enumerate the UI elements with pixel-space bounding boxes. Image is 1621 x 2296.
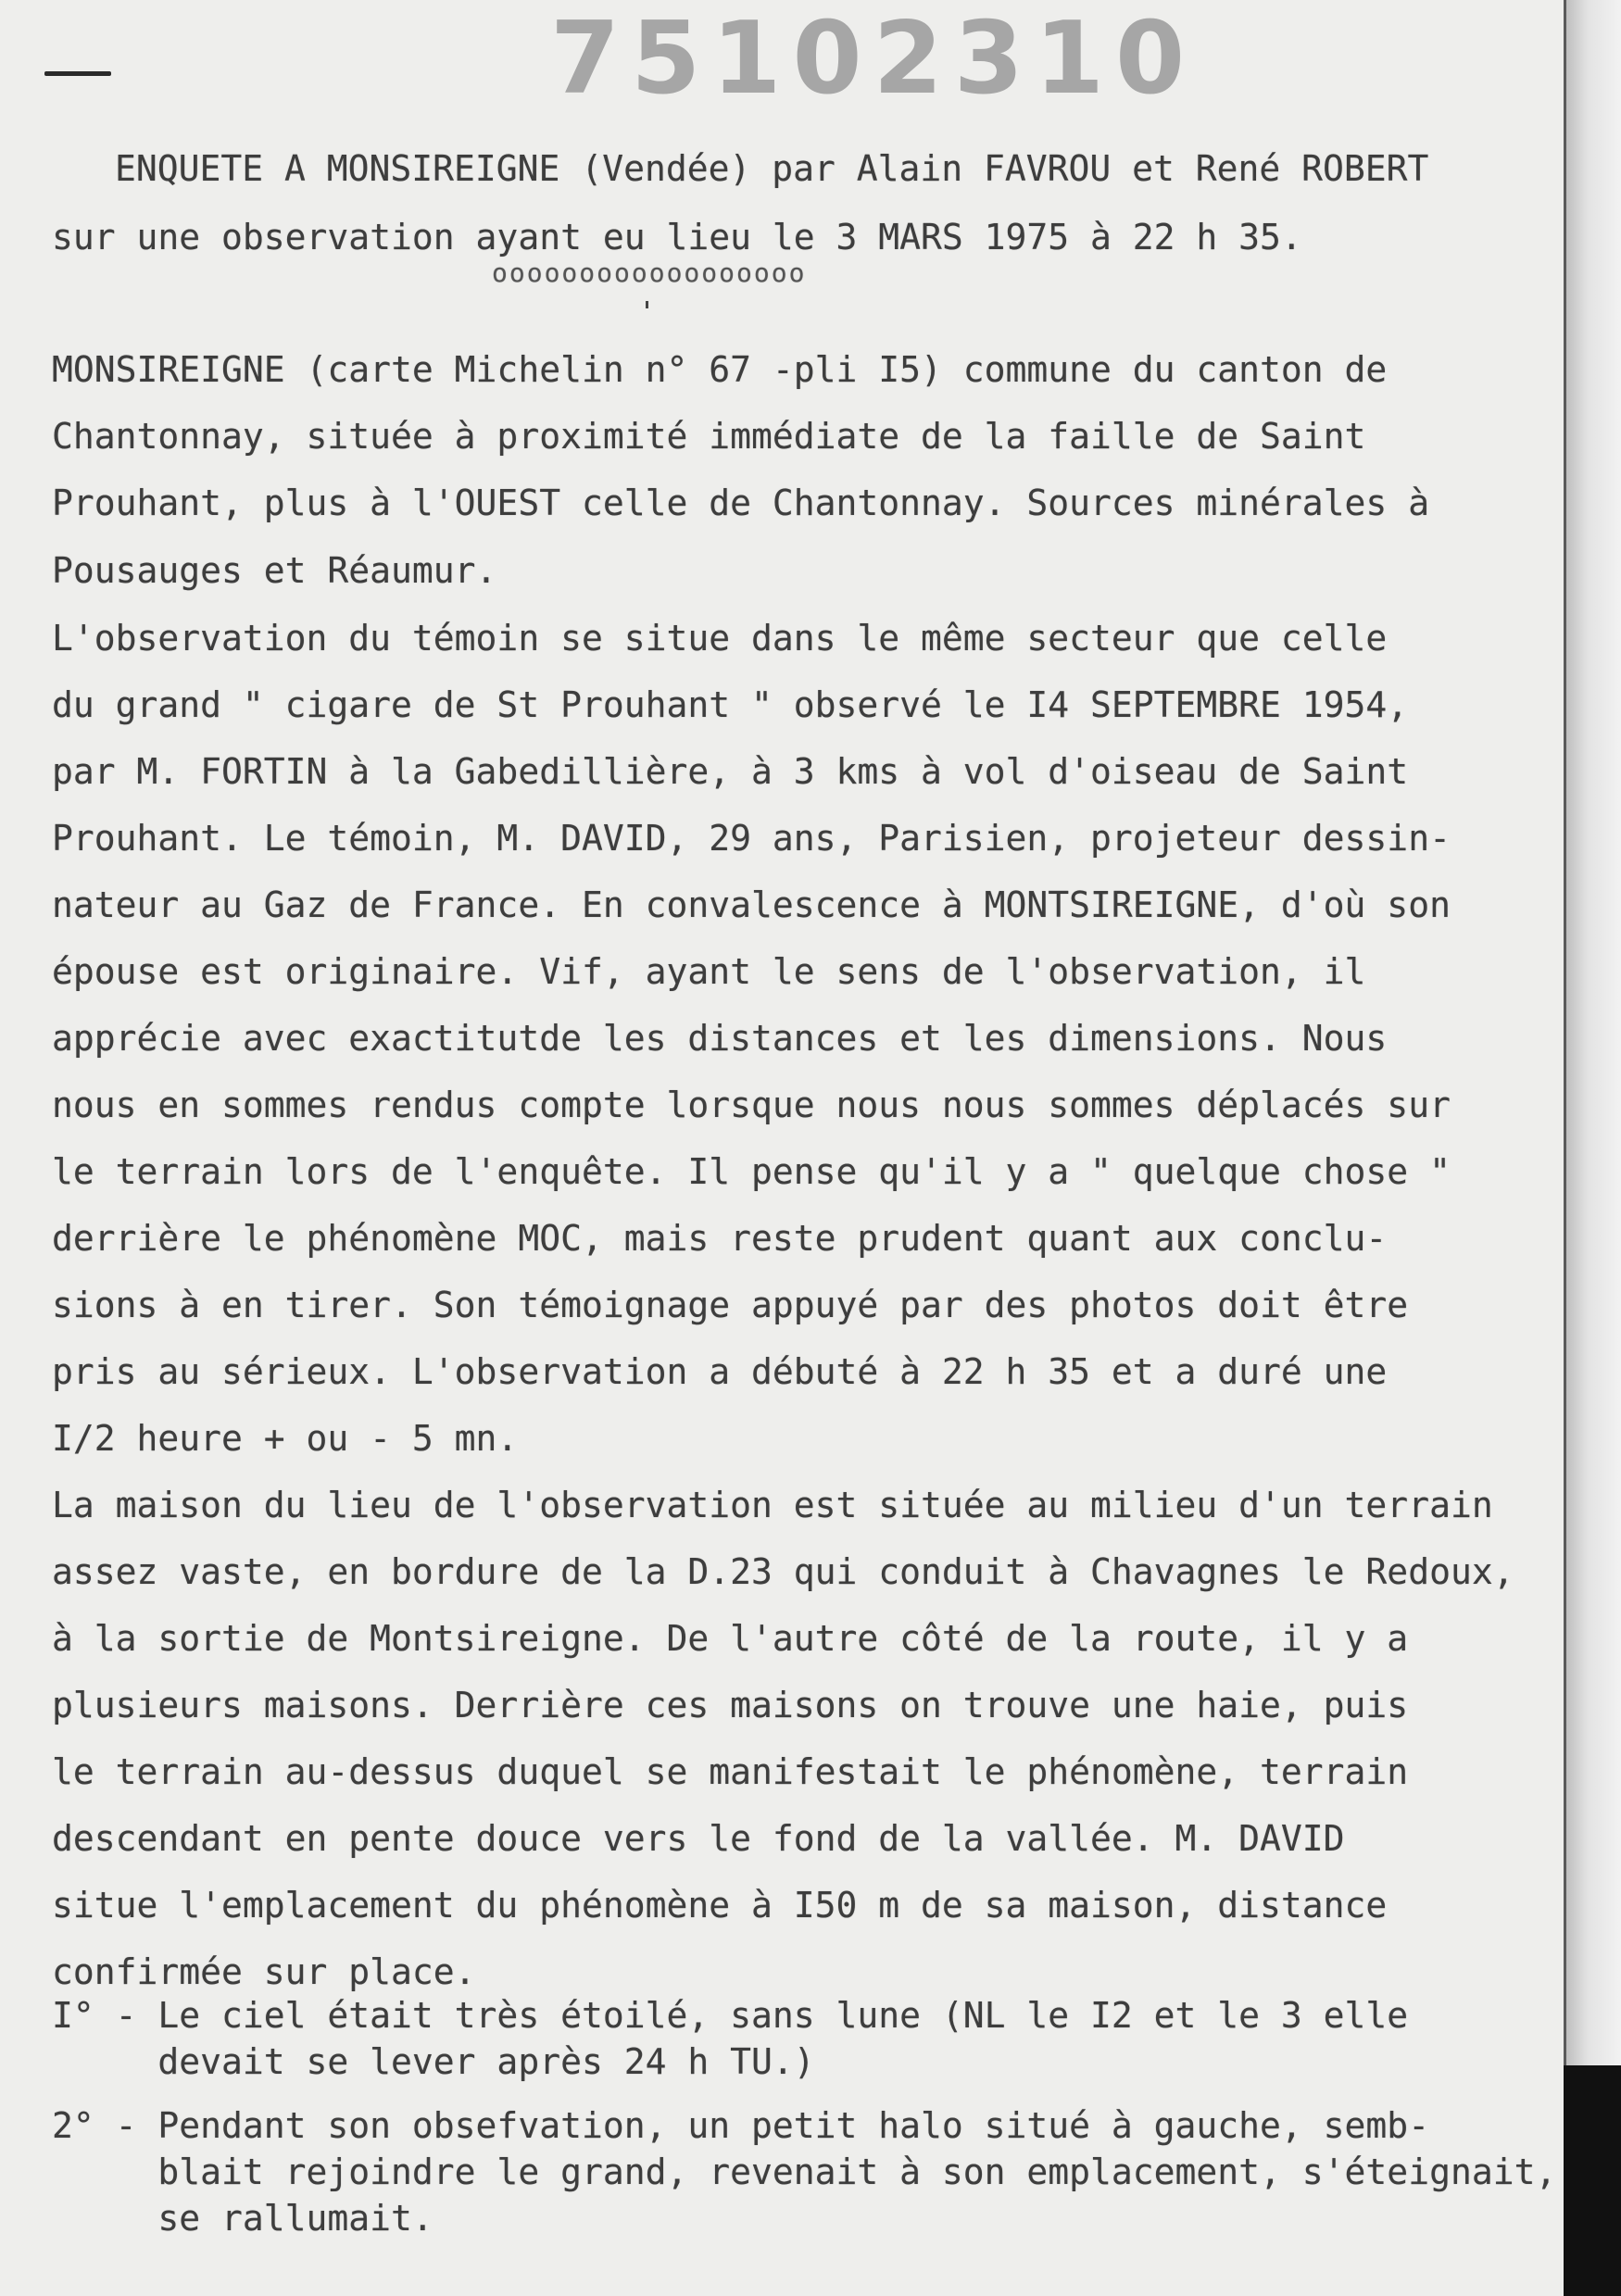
body-line: derrière le phénomène MOC, mais reste prudent quant aux conclu- xyxy=(52,1218,1388,1259)
page-edge-shadow xyxy=(1565,0,1621,2296)
body-line: le terrain au-dessus duquel se manifestait le phénomène, terrain xyxy=(52,1751,1409,1792)
note-line: 2° - Pendant son obsefvation, un petit halo situé à gauche, semb- xyxy=(52,2105,1430,2146)
body-line: Chantonnay, située à proximité immédiate de la faille de Saint xyxy=(52,416,1366,457)
note-line: devait se lever après 24 h TU.) xyxy=(52,2041,815,2082)
body-line: I/2 heure + ou - 5 mn. xyxy=(52,1418,519,1459)
body-line: situe l'emplacement du phénomène à I50 m de sa maison, distance xyxy=(52,1885,1388,1926)
pen-dash-mark xyxy=(44,71,111,76)
body-line: descendant en pente douce vers le fond de la vallée. M. DAVID xyxy=(52,1818,1345,1859)
body-line: pris au sérieux. L'observation a débuté à 22 h 35 et a duré une xyxy=(52,1351,1388,1392)
body-line: Pousauges et Réaumur. xyxy=(52,550,497,591)
body-line: du grand " cigare de St Prouhant " observé le I4 SEPTEMBRE 1954, xyxy=(52,684,1409,725)
note-line: blait rejoindre le grand, revenait à son emplacement, s'éteignait, xyxy=(52,2152,1557,2192)
body-line: nous en sommes rendus compte lorsque nous nous sommes déplacés sur xyxy=(52,1085,1451,1125)
body-line: épouse est originaire. Vif, ayant le sens de l'observation, il xyxy=(52,951,1366,992)
body-line: MONSIREIGNE (carte Michelin n° 67 -pli I5) commune du canton de xyxy=(52,349,1388,390)
stray-mark xyxy=(646,301,648,308)
body-line: nateur au Gaz de France. En convalescence à MONTSIREIGNE, d'où son xyxy=(52,885,1451,925)
body-line: confirmée sur place. xyxy=(52,1951,476,1992)
body-line: sions à en tirer. Son témoignage appuyé par des photos doit être xyxy=(52,1285,1409,1325)
title-line-1: ENQUETE A MONSIREIGNE (Vendée) par Alain FAVROU et René ROBERT xyxy=(115,148,1429,189)
note-line: I° - Le ciel était très étoilé, sans lune (NL le I2 et le 3 elle xyxy=(52,1995,1409,2036)
body-line: La maison du lieu de l'observation est située au milieu d'un terrain xyxy=(52,1485,1493,1525)
body-line: apprécie avec exactitutde les distances et les dimensions. Nous xyxy=(52,1018,1388,1059)
body-line: L'observation du témoin se situe dans le même secteur que celle xyxy=(52,618,1388,659)
title-separator: oooooooooooooooooo xyxy=(492,257,807,288)
note-line: se rallumait. xyxy=(52,2198,434,2239)
page-edge-line xyxy=(1564,0,1566,2296)
body-line: assez vaste, en bordure de la D.23 qui conduit à Chavagnes le Redoux, xyxy=(52,1551,1514,1592)
body-line: Prouhant. Le témoin, M. DAVID, 29 ans, Parisien, projeteur dessin- xyxy=(52,818,1451,859)
title-line-2: sur une observation ayant eu lieu le 3 MARS 1975 à 22 h 35. xyxy=(52,217,1302,257)
body-line: le terrain lors de l'enquête. Il pense qu'il y a " quelque chose " xyxy=(52,1151,1451,1192)
body-line: plusieurs maisons. Derrière ces maisons on trouve une haie, puis xyxy=(52,1685,1409,1725)
reference-number-stamp: 75102310 xyxy=(550,1,1197,117)
body-line: à la sortie de Montsireigne. De l'autre côté de la route, il y a xyxy=(52,1618,1409,1659)
body-line: par M. FORTIN à la Gabedillière, à 3 kms à vol d'oiseau de Saint xyxy=(52,751,1409,792)
scan-corner-mark xyxy=(1564,2065,1621,2296)
body-line: Prouhant, plus à l'OUEST celle de Chantonnay. Sources minérales à xyxy=(52,483,1430,523)
